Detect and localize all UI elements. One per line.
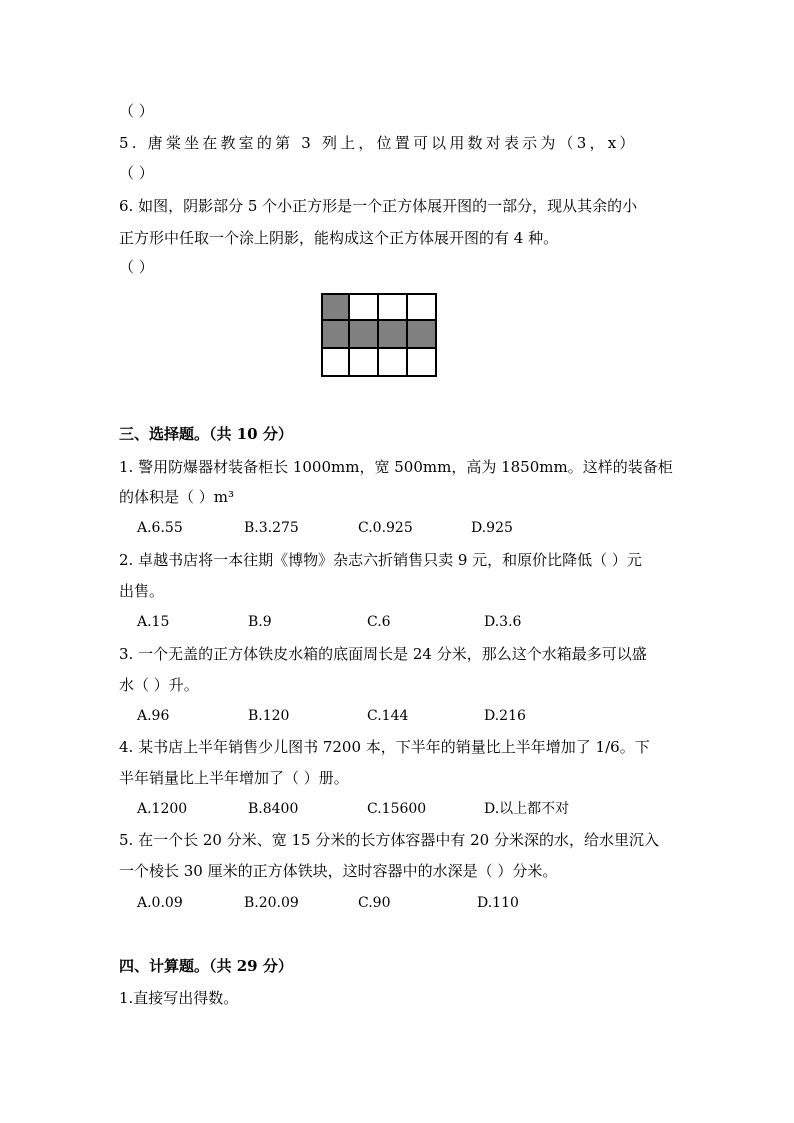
calc-sub1: 1.直接写出得数。	[119, 989, 239, 1007]
choice-q2-line2: 出售。	[119, 582, 165, 600]
choice-q3-line2: 水（ ）升。	[119, 676, 199, 694]
shaded-square	[350, 321, 379, 349]
shaded-square	[379, 321, 408, 349]
choice-q1-line1: 1. 警用防爆器材装备柜长 1000mm，宽 500mm，高为 1850mm。这样的装备柜	[119, 458, 673, 476]
blank-square	[408, 349, 437, 377]
section-calc-heading: 四、计算题。（共 29 分）	[119, 957, 293, 975]
option-a: A.1200	[137, 801, 188, 817]
option-d: D.3.6	[484, 614, 522, 630]
choice-q4-line2: 半年销量比上半年增加了（ ）册。	[119, 769, 349, 787]
option-b: B.3.275	[244, 520, 299, 536]
option-b: B.120	[248, 708, 290, 724]
option-c: C.6	[367, 614, 391, 630]
option-c: C.0.925	[358, 520, 413, 536]
blank-square	[379, 293, 408, 321]
option-c: C.15600	[367, 801, 427, 817]
q5-answer-blank: （ ）	[119, 164, 154, 182]
shaded-square	[321, 293, 350, 321]
option-d: D.110	[477, 895, 519, 911]
option-a: A.15	[137, 614, 170, 630]
blank-square	[408, 293, 437, 321]
option-a: A.96	[137, 708, 170, 724]
option-a: A.6.55	[137, 520, 183, 536]
option-b: B.9	[248, 614, 272, 630]
option-b: B.20.09	[244, 895, 299, 911]
shaded-square	[408, 321, 437, 349]
option-c: C.90	[358, 895, 391, 911]
blank-square	[350, 293, 379, 321]
option-a: A.0.09	[137, 895, 183, 911]
judgement-q6-line2: 正方形中任取一个涂上阴影，能构成这个正方体展开图的有 4 种。	[119, 229, 559, 247]
q4-answer-blank: （ ）	[119, 102, 154, 120]
blank-square	[350, 349, 379, 377]
choice-q1-line2: 的体积是（ ）m³	[119, 488, 235, 506]
judgement-q6-line1: 6. 如图，阴影部分 5 个小正方形是一个正方体展开图的一部分，现从其余的小	[119, 197, 638, 215]
option-d: D.216	[484, 708, 526, 724]
choice-q4-line1: 4. 某书店上半年销售少儿图书 7200 本，下半年的销量比上半年增加了 1/6。下	[119, 738, 650, 756]
judgement-q5-text: 5. 唐棠坐在教室的第 3 列上，位置可以用数对表示为（3，x）	[119, 134, 638, 152]
section-choice-heading: 三、选择题。（共 10 分）	[119, 425, 293, 443]
option-d: D.以上都不对	[484, 801, 570, 817]
option-d: D.925	[471, 520, 513, 536]
option-b: B.8400	[248, 801, 299, 817]
choice-q5-line2: 一个棱长 30 厘米的正方体铁块，这时容器中的水深是（ ）分米。	[119, 862, 558, 880]
option-c: C.144	[367, 708, 409, 724]
choice-q5-line1: 5. 在一个长 20 分米、宽 15 分米的长方体容器中有 20 分米深的水，给水里沉入	[119, 831, 659, 849]
choice-q3-line1: 3. 一个无盖的正方体铁皮水箱的底面周长是 24 分米，那么这个水箱最多可以盛	[119, 645, 647, 663]
choice-q2-line1: 2. 卓越书店将一本往期《博物》杂志六折销售只卖 9 元，和原价比降低（ ）元	[119, 551, 642, 569]
q6-answer-blank: （ ）	[119, 258, 154, 276]
blank-square	[379, 349, 408, 377]
shaded-square	[321, 321, 350, 349]
cube-net-figure	[321, 293, 437, 377]
blank-square	[321, 349, 350, 377]
